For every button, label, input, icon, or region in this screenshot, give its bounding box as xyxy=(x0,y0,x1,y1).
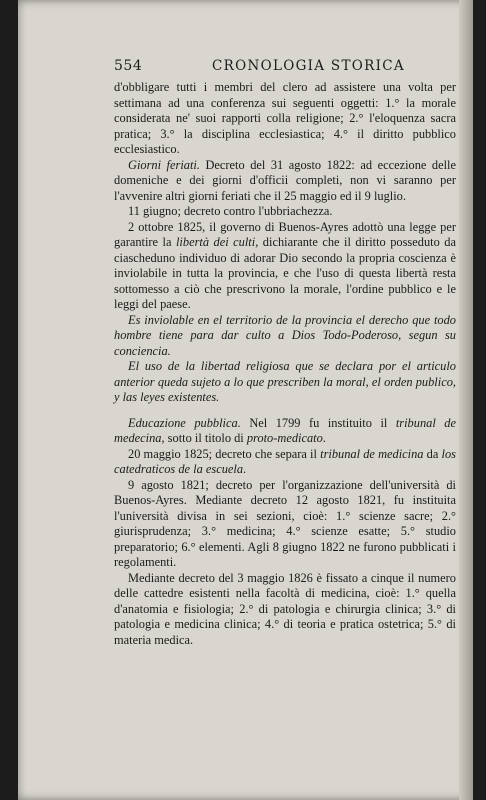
paragraph-spanish-quote-2: El uso de la libertad religiosa que se declara por el articulo anterior queda sujeto a lo que prescriben la moral, el orden publico, y las leyes existentes. xyxy=(114,359,456,404)
paragraph-freedom-of-worship: 2 ottobre 1825, il governo di Buenos-Ayres adottò una legge per garantire la libertà dei culti, dichiarante che il diritto posseduto da ciascheduno individuo di adorar Dio secondo la propria coscienza è inviolabile in tutta la provincia, e che l'uso di questa libertà resta sottomesso a ciò che prescrivono la morale, l'ordine pubblico e le leggi del paese. xyxy=(114,219,456,311)
paragraph-clergy-conferences: d'obbligare tutti i membri del clero ad assistere una volta per settimana ad una conferenza sui seguenti oggetti: 1.° la morale considerata ne' suoi rapporti colla religione; 2.° l'eloquenza sacra pratica; 3.° la disciplina ecclesiastica; 4.° il diritto pubblico ecclesiastico. xyxy=(114,80,456,156)
paragraph-medical-tribunal-decree: 20 maggio 1825; decreto che separa il tribunal de medicina da los catedraticos de la escuela. xyxy=(114,446,456,476)
page-edge-shadow xyxy=(459,0,473,800)
paragraph-university-organization: 9 agosto 1821; decreto per l'organizzazione dell'università di Buenos-Ayres. Mediante decreto 12 agosto 1821, fu instituita l'università divisa in sei sezioni, cioè: 1.° scienze sacre; 2.° giurisprudenza; 3.° medicina; 4.° scienze esatte; 5.° studio preparatorio; 6.° elementi. Agli 8 giugno 1822 ne furono pubblicati i regolamenti. xyxy=(114,477,456,569)
paragraph-medical-chairs: Mediante decreto del 3 maggio 1826 è fissato a cinque il numero delle cattedre esistenti nella facoltà di medicina, cioè: 1.° quella d'anatomia e fisiologia; 2.° di patologia e chirurgia clinica; 3.° di patologia e medicina clinica; 4.° di teoria e pratica ostetrica; 5.° di materia medica. xyxy=(114,570,456,647)
paragraph-drunkenness-decree: 11 giugno; decreto contro l'ubbriachezza. xyxy=(128,204,333,218)
body-text xyxy=(114,80,456,648)
paragraph-spanish-quote-1: Es inviolable en el territorio de la provincia el derecho que todo hombre tiene para dar culto a Dios Todo-Poderoso, segun su conciencia. xyxy=(114,312,456,358)
paragraph-holidays: Giorni feriati. Decreto del 31 agosto 1822: ad eccezione delle domeniche e dei giorni d'officii completi, non vi saranno per l'avvenire altri giorni feriati che il 25 maggio ed il 9 luglio. xyxy=(114,157,456,203)
header-title: CRONOLOGIA STORICA xyxy=(212,58,405,74)
page-number: 554 xyxy=(114,58,143,74)
paragraph-public-education: Educazione pubblica. Nel 1799 fu instituito il tribunal de medecina, sotto il titolo di proto-medicato. xyxy=(114,415,456,445)
book-page xyxy=(18,0,473,800)
running-header xyxy=(114,58,454,78)
